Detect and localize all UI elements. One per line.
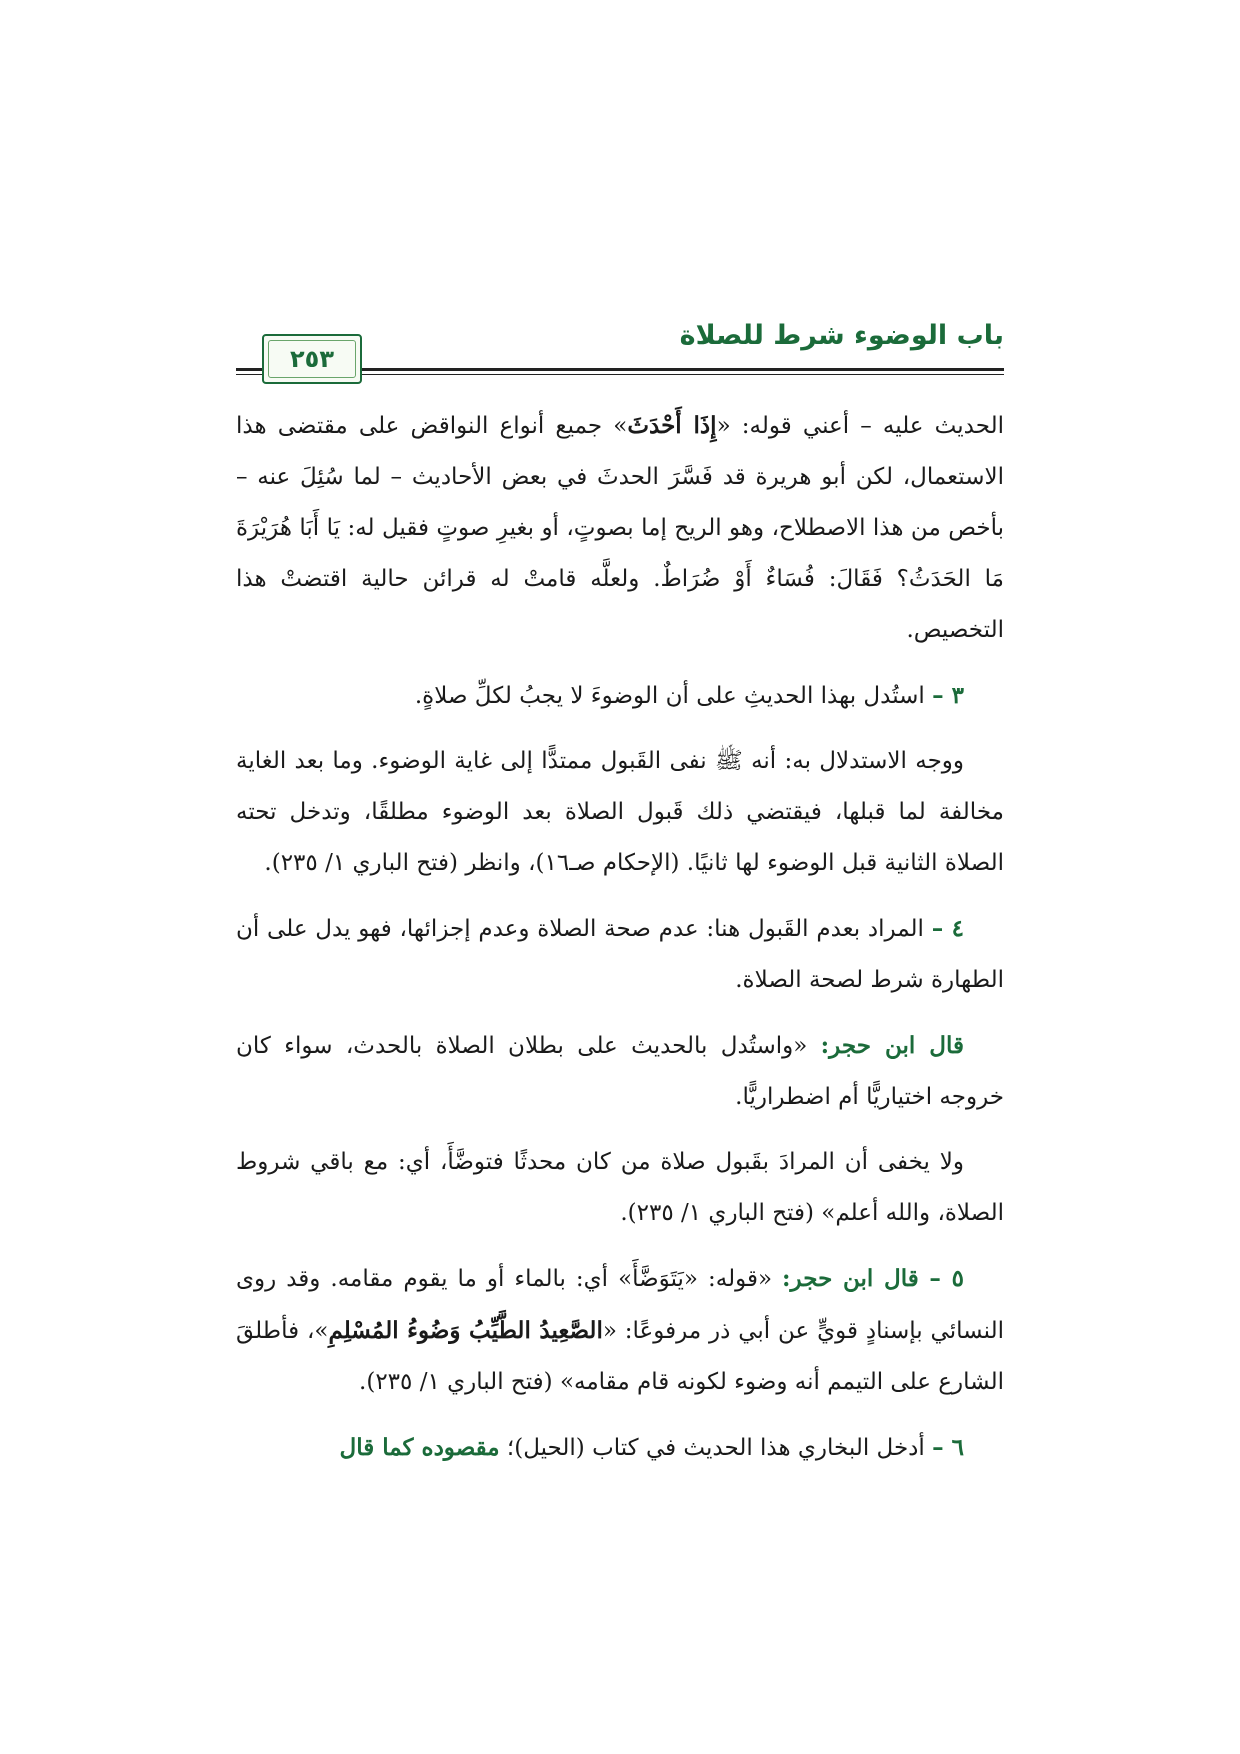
page-body (236, 400, 1004, 1488)
paragraph-3 (236, 736, 1004, 889)
paragraph-5 (236, 1020, 1004, 1123)
p6-text: ولا يخفى أن المرادَ بقَبول صلاة من كان محدثًا فتوضَّأَ، أي: مع باقي شروط الصلاة، والله أعلم» (فتح الباري ١/ ٢٣٥). (236, 1149, 1004, 1226)
p3-text: ووجه الاستدلال به: أنه ﷺ نفى القَبول ممتدًّا إلى غاية الوضوء. وما بعد الغاية مخالفة لما قبلها، فيقتضي ذلك قَبول الصلاة بعد الوضوء مطلقًا، وتدخل تحته الصلاة الثانية قبل الوضوء لها ثانيًا. (الإحكام صـ١٦)، وانظر (فتح الباري ١/ ٢٣٥). (236, 748, 1004, 876)
page-header (236, 312, 1004, 372)
paragraph-6 (236, 1137, 1004, 1239)
chapter-title: باب الوضوء شرط للصلاة (679, 320, 1004, 351)
page-number-badge (262, 334, 362, 384)
p1-text-a: الحديث عليه – أعني قوله: « (716, 413, 1004, 439)
p2-text: استُدل بهذا الحديثِ على أن الوضوءَ لا يجبُ لكلِّ صلاةٍ. (414, 683, 933, 709)
p1-text-b: » جميع أنواع النواقض على مقتضى هذا الاستعمال، لكن أبو هريرة قد فَسَّرَ الحدثَ في بعض الأحاديث – لما سُئِلَ عنه – بأخص من هذا الاصطلاح، وهو الريح إما بصوتٍ، أو بغيرِ صوتٍ فقيل له: يَا أَبَا هُرَيْرَةَ مَا الحَدَثُ؟ فَقَالَ: فُسَاءٌ أَوْ ضُرَاطٌ. ولعلَّه قامتْ له قرائن حالية اقتضتْ هذا التخصيص. (236, 413, 1004, 643)
p8-label: مقصوده كما قال (339, 1434, 500, 1461)
p7-hadith-quote: الصَّعِيدُ الطَّيِّبُ وَضُوءُ المُسْلِمِ (328, 1317, 603, 1344)
page-number: ٢٥٣ (290, 345, 334, 373)
p5-text: «واستُدل بالحديث على بطلان الصلاة بالحدث، سواء كان خروجه اختياريًّا أم اضطراريًّا. (236, 1033, 1004, 1110)
p8-text: أدخل البخاري هذا الحديث في كتاب (الحيل)؛ (499, 1435, 933, 1461)
p4-text: المراد بعدم القَبول هنا: عدم صحة الصلاة وعدم إجزائها، فهو يدل على أن الطهارة شرط لصحة الصلاة. (236, 916, 1004, 993)
p5-label: قال ابن حجر: (820, 1032, 964, 1059)
paragraph-1 (236, 400, 1004, 656)
p7-label: ٥ – قال ابن حجر: (782, 1265, 964, 1292)
paragraph-8 (236, 1422, 1004, 1474)
p1-hadith-quote: إِذَا أَحْدَثَ (627, 412, 717, 439)
paragraph-7 (236, 1253, 1004, 1408)
p2-number: ٣ – (932, 682, 964, 709)
paragraph-4 (236, 903, 1004, 1006)
p7-text-b: »، فأطلقَ الشارع على التيمم أنه وضوء لكونه قام مقامه» (فتح الباري ١/ ٢٣٥). (236, 1318, 1004, 1395)
p7-text-a: «قوله: «يَتَوَضَّأَ» أي: بالماء أو ما يقوم مقامه. وقد روى النسائي بإسنادٍ قويٍّ عن أبي ذر مرفوعًا: « (236, 1266, 1004, 1344)
p8-number: ٦ – (932, 1434, 964, 1461)
paragraph-2 (236, 670, 1004, 722)
p4-number: ٤ – (931, 915, 965, 942)
